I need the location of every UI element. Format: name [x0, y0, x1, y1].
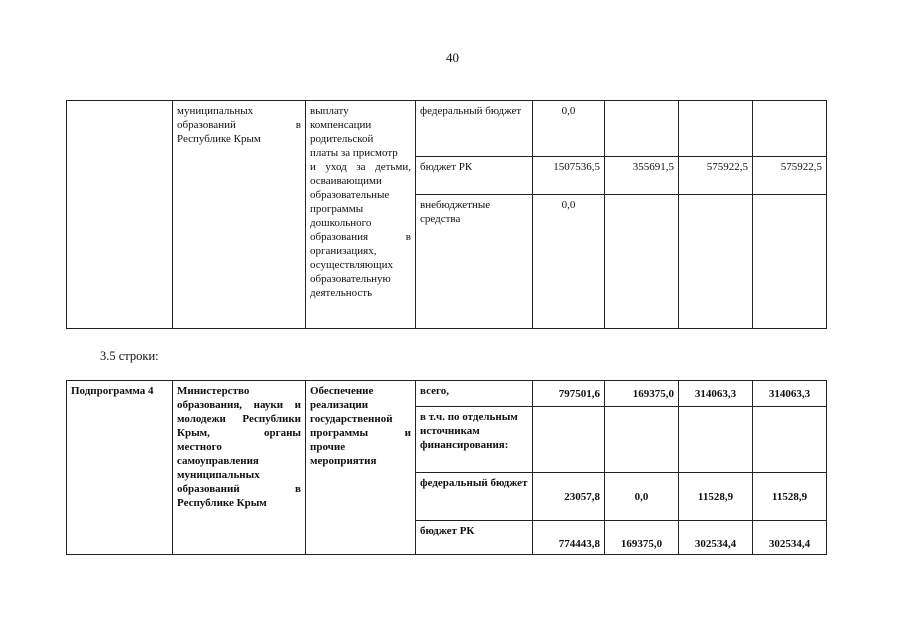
value-cell	[753, 195, 827, 329]
value-cell	[605, 101, 679, 157]
source-cell: всего,	[416, 381, 533, 407]
value-cell: 355691,5	[605, 157, 679, 195]
value-cell: 23057,8	[533, 473, 605, 521]
executor-word: органы	[263, 427, 301, 439]
executor-line: муниципальных	[177, 105, 254, 117]
measure-word: в	[405, 231, 411, 243]
value-cell: 314063,3	[679, 381, 753, 407]
measure-line: программы	[310, 203, 364, 215]
value-cell	[533, 407, 605, 473]
executor-word: молодежи	[177, 413, 226, 425]
measure-line: компенсации	[310, 119, 372, 131]
measure-word: образования	[310, 231, 369, 243]
value-cell: 169375,0	[605, 521, 679, 555]
value-cell: 774443,8	[533, 521, 605, 555]
measure-cell	[306, 381, 416, 555]
source-cell: федеральный бюджет	[416, 473, 533, 521]
value-cell: 302534,4	[679, 521, 753, 555]
measure-line: деятельность	[310, 287, 373, 299]
measure-cell	[306, 101, 416, 329]
program-cell	[67, 101, 173, 329]
executor-word: науки	[253, 399, 284, 411]
value-cell: 302534,4	[753, 521, 827, 555]
measure-line: организациях,	[310, 245, 377, 257]
executor-word: образований	[177, 119, 236, 131]
measure-word: программы	[310, 427, 369, 439]
measure-word: детьми,	[375, 161, 411, 173]
executor-line: Республике Крым	[177, 133, 261, 145]
value-cell: 575922,5	[753, 157, 827, 195]
executor-line: Министерство	[177, 385, 250, 397]
measure-line: мероприятия	[310, 455, 377, 467]
executor-cell	[173, 381, 306, 555]
measure-line: платы за присмотр	[310, 147, 398, 159]
value-cell: 0,0	[605, 473, 679, 521]
executor-word: и	[294, 399, 301, 411]
page-number: 40	[446, 50, 459, 65]
value-cell	[605, 195, 679, 329]
executor-line: самоуправления	[177, 455, 259, 467]
value-cell: 797501,6	[533, 381, 605, 407]
measure-line: образовательную	[310, 273, 391, 285]
source-cell: бюджет РК	[416, 157, 533, 195]
source-cell: в т.ч. по отдельным источникам финансирования:	[416, 407, 533, 473]
executor-word: образований	[177, 483, 240, 495]
value-cell: 0,0	[533, 195, 605, 329]
executor-word: в	[295, 119, 301, 131]
measure-line: осуществляющих	[310, 259, 393, 271]
value-cell: 11528,9	[679, 473, 753, 521]
executor-line: муниципальных	[177, 469, 260, 481]
executor-word: в	[295, 483, 301, 495]
measure-line: реализации	[310, 399, 369, 411]
program-table-continuation	[66, 100, 827, 329]
value-cell: 11528,9	[753, 473, 827, 521]
value-cell: 1507536,5	[533, 157, 605, 195]
measure-word: уход	[325, 161, 347, 173]
measure-word: и	[404, 427, 411, 439]
executor-word: Республики	[242, 413, 301, 425]
executor-line: местного	[177, 441, 222, 453]
value-cell: 169375,0	[605, 381, 679, 407]
executor-line: Республике Крым	[177, 497, 267, 509]
measure-line: дошкольного	[310, 217, 372, 229]
measure-word: за	[356, 161, 366, 173]
value-cell	[679, 407, 753, 473]
executor-word: Крым,	[177, 427, 210, 439]
source-cell: бюджет РК	[416, 521, 533, 555]
measure-line: Обеспечение	[310, 385, 374, 397]
value-cell	[679, 101, 753, 157]
value-cell: 575922,5	[679, 157, 753, 195]
executor-word: образования,	[177, 399, 243, 411]
subprogram-table	[66, 380, 827, 555]
subprogram-cell: Подпрограмма 4	[67, 381, 173, 555]
value-cell: 0,0	[533, 101, 605, 157]
section-label: 3.5 строки:	[100, 349, 159, 363]
value-cell	[753, 101, 827, 157]
measure-line: выплату	[310, 105, 349, 117]
value-cell	[753, 407, 827, 473]
measure-line: образовательные	[310, 189, 390, 201]
measure-line: осваивающими	[310, 175, 382, 187]
measure-word: и	[310, 161, 316, 173]
value-cell: 314063,3	[753, 381, 827, 407]
value-cell	[679, 195, 753, 329]
measure-line: государственной	[310, 413, 393, 425]
measure-line: прочие	[310, 441, 346, 453]
value-cell	[605, 407, 679, 473]
source-cell: федеральный бюджет	[416, 101, 533, 157]
measure-line: родительской	[310, 133, 374, 145]
source-cell: внебюджетные средства	[416, 195, 533, 329]
executor-cell	[173, 101, 306, 329]
